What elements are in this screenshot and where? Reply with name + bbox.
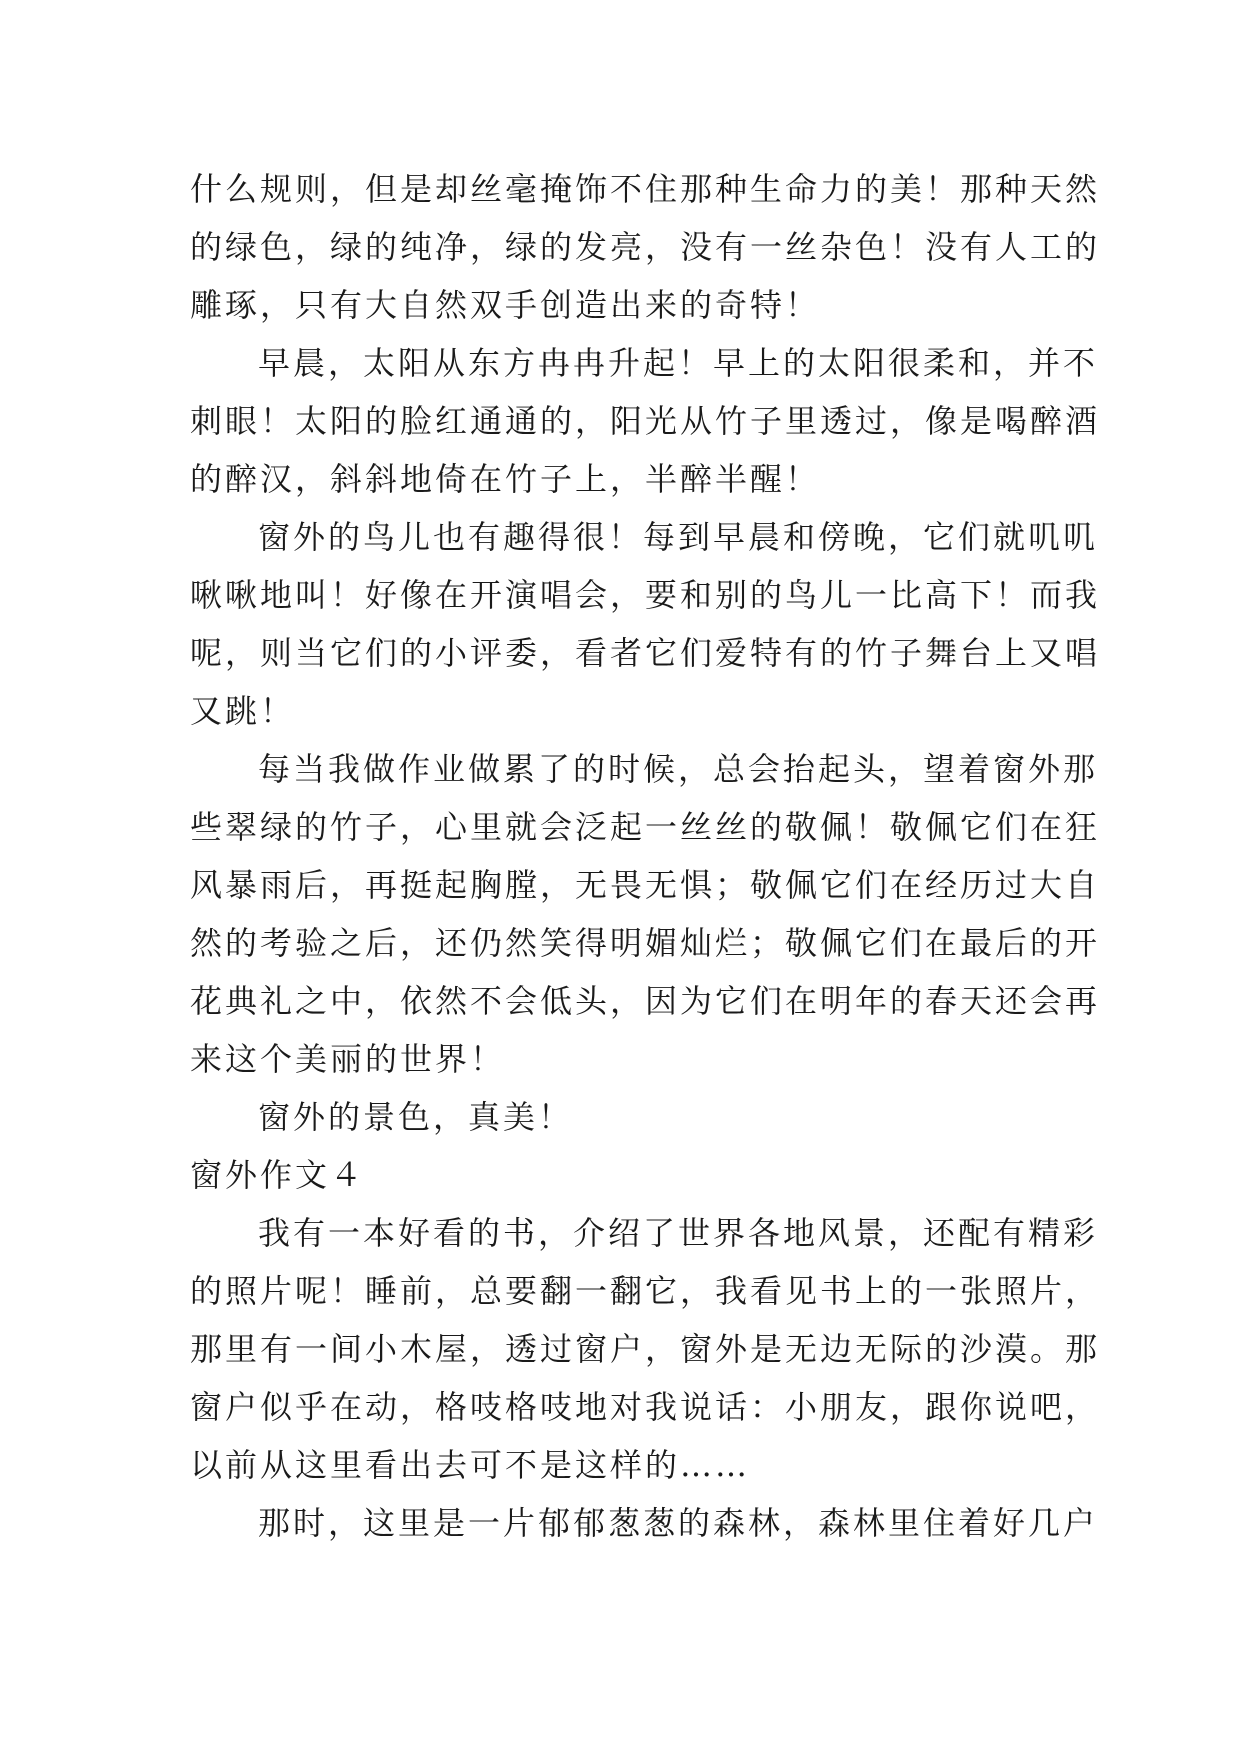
paragraph	[190, 1204, 1101, 1494]
text-line: 什么规则，但是却丝毫掩饰不住那种生命力的美！那种天然	[190, 170, 1101, 208]
text-line: 那时，这里是一片郁郁葱葱的森林，森林里住着好几户	[258, 1504, 1099, 1542]
heading-text: 窗外作文４	[190, 1156, 366, 1194]
text-line: 早晨，太阳从东方冉冉升起！早上的太阳很柔和，并不	[258, 344, 1099, 382]
text-line: 啾啾地叫！好像在开演唱会，要和别的鸟儿一比高下！而我	[190, 576, 1101, 614]
text-line: 又跳！	[190, 692, 296, 730]
text-line: 刺眼！太阳的脸红通通的，阳光从竹子里透过，像是喝醉酒	[190, 402, 1101, 440]
text-line: 的照片呢！睡前，总要翻一翻它，我看见书上的一张照片，	[190, 1272, 1101, 1310]
text-line: 以前从这里看出去可不是这样的……	[190, 1446, 751, 1484]
paragraph	[190, 1494, 1099, 1552]
paragraph	[190, 740, 1101, 1088]
text-line: 些翠绿的竹子，心里就会泛起一丝丝的敬佩！敬佩它们在狂	[190, 808, 1101, 846]
text-line: 我有一本好看的书，介绍了世界各地风景，还配有精彩	[258, 1214, 1099, 1252]
text-line: 窗外的景色，真美！	[258, 1098, 574, 1136]
text-line: 那里有一间小木屋，透过窗户，窗外是无边无际的沙漠。那	[190, 1330, 1101, 1368]
text-line: 窗外的鸟儿也有趣得很！每到早晨和傍晚，它们就叽叽	[258, 518, 1099, 556]
text-line: 的绿色，绿的纯净，绿的发亮，没有一丝杂色！没有人工的	[190, 228, 1101, 266]
text-line: 花典礼之中，依然不会低头，因为它们在明年的春天还会再	[190, 982, 1101, 1020]
document-body	[190, 160, 1101, 1552]
text-line: 风暴雨后，再挺起胸膛，无畏无惧；敬佩它们在经历过大自	[190, 866, 1101, 904]
text-line: 然的考验之后，还仍然笑得明媚灿烂；敬佩它们在最后的开	[190, 924, 1101, 962]
paragraph	[190, 160, 1101, 334]
text-line: 雕琢，只有大自然双手创造出来的奇特！	[190, 286, 821, 324]
text-line: 每当我做作业做累了的时候，总会抬起头，望着窗外那	[258, 750, 1099, 788]
paragraph	[190, 508, 1101, 740]
paragraph	[190, 334, 1101, 508]
text-line: 的醉汉，斜斜地倚在竹子上，半醉半醒！	[190, 460, 821, 498]
section-heading	[190, 1146, 1050, 1204]
text-line: 呢，则当它们的小评委，看者它们爱特有的竹子舞台上又唱	[190, 634, 1101, 672]
text-line: 窗户似乎在动，格吱格吱地对我说话：小朋友，跟你说吧，	[190, 1388, 1101, 1426]
text-line: 来这个美丽的世界！	[190, 1040, 506, 1078]
paragraph	[190, 1088, 1050, 1146]
